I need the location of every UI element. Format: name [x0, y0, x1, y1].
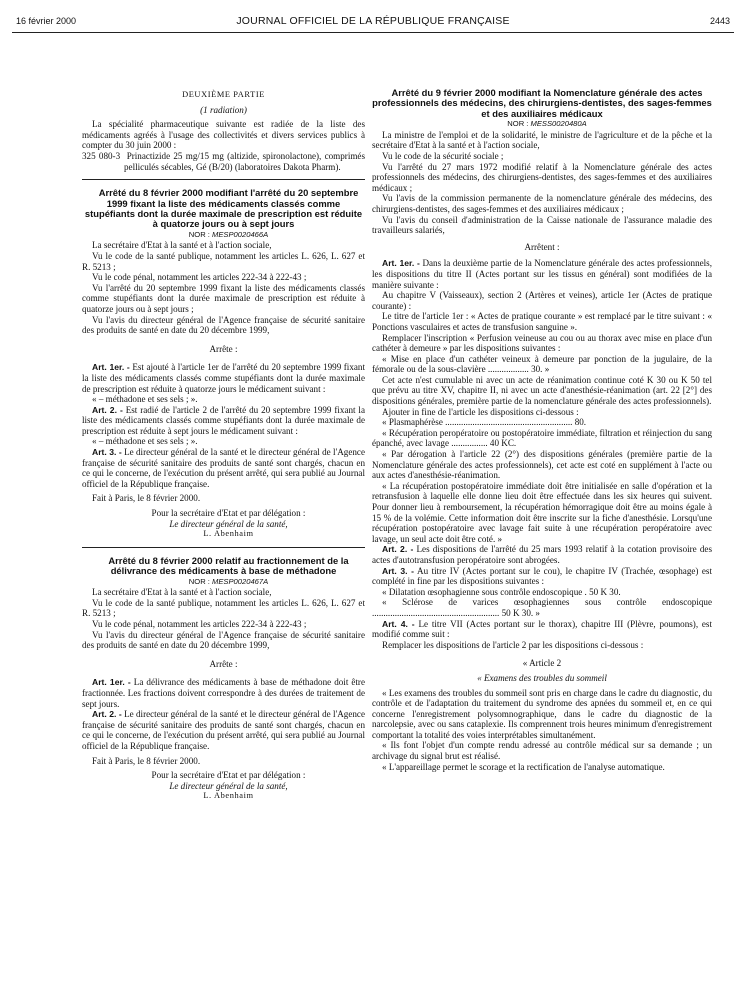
r-article2-heading: « Article 2 [522, 658, 562, 669]
r-p20: « Ils font l'objet d'un compte rendu adressé au contrôle médical sur sa demande ; un archivage du signal brut est réalisé. [372, 740, 712, 762]
entry-text: Prinactizide 25 mg/15 mg (altizide, spironolactone), comprimés pelliculés sécables, Gé (B/20) (laboratoires Dakota Pharm). [124, 150, 366, 172]
a1-sig-line2: Le directeur général de la santé, [169, 518, 288, 529]
a2-fait: Fait à Paris, le 8 février 2000. [92, 755, 201, 766]
article-text: Est radié de l'article 2 de l'arrêté du 20 septembre 1999 fixant la liste des médicaments classés comme stupéfiants dont la durée maximale de prescription est réduite à sept jours le médicament suivant : [82, 404, 365, 436]
r-p3: Vu l'arrêté du 27 mars 1972 modifié relatif à la Nomenclature générale des actes professionnels des médecins, des chirurgiens-dentistes, des sages-femmes et des auxiliaires médicaux ; [372, 161, 712, 193]
a1-art1 [82, 362, 365, 394]
divider [82, 547, 365, 548]
divider [82, 179, 365, 180]
r-p4: Vu l'avis de la commission permanente de la nomenclature générale des médecins, des chirurgiens-dentistes, des sages-femmes et des auxiliaires médicaux ; [372, 193, 712, 214]
arrete-2-title: Arrêté du 8 février 2000 relatif au fractionnement de la délivrance des médicaments à base de méthadone [108, 554, 349, 577]
nor-code: MESP0020466A [212, 229, 269, 239]
article-label: Art. 4. - [382, 618, 415, 629]
r-art1 [372, 258, 712, 290]
a2-sig-line2: Le directeur général de la santé, [169, 780, 288, 791]
a2-sig-line1: Pour la secrétaire d'Etat et par délégation : [151, 770, 306, 781]
header-page-number: 2443 [709, 16, 730, 26]
r-arretent: Arrêtent : [524, 241, 560, 252]
a1-p5: Vu l'avis du directeur général de l'Agence française de sécurité sanitaire des produits de santé en date du 20 décembre 1999, [82, 314, 365, 336]
r-p18: Remplacer les dispositions de l'article 2 par les dispositions ci-dessous : [382, 639, 644, 650]
a2-sig-name: L. Abenhaim [203, 791, 254, 801]
r-p9: « Mise en place d'un cathéter veineux à demeure par ponction de la jugulaire, de la fémorale ou de la sous-clavière .................. 30. » [372, 353, 712, 375]
part-title: DEUXIÈME PARTIE [182, 90, 265, 99]
right-column [372, 88, 712, 772]
arrete-3-nor [372, 119, 712, 130]
left-column [82, 90, 365, 802]
a1-arrete: Arrête : [209, 343, 238, 354]
article-text: Le directeur général de la santé et le directeur général de l'Agence française de sécurité sanitaire des produits de santé sont chargés, chacun en ce qui le concerne, de l'exécution du présent arrêté, qui sera publié au Journal officiel de la République française. [82, 709, 365, 751]
article-text: Le directeur général de la santé et le directeur général de l'Agence française de sécurité sanitaire des produits de santé sont chargés, chacun en ce qui le concerne, de l'exécution du présent arrêté, qui sera publié au Journal officiel de la République française. [82, 447, 365, 489]
arrete-1-title: Arrêté du 8 février 2000 modifiant l'arrêté du 20 septembre 1999 fixant la liste des médicaments classés comme stupéfiants dont la durée maximale de prescription est réduite à quatorze jours ou à sept jours [84, 187, 363, 230]
r-p6: Au chapitre V (Vaisseaux), section 2 (Artères et veines), article 1er (Actes de pratique courante) : [372, 290, 712, 311]
r-p7: Le titre de l'article 1er : « Actes de pratique courante » est remplacé par le titre suivant : « Ponctions vasculaires et actes de transfusion sanguine ». [372, 311, 712, 332]
entry-code: 325 080-3 [82, 150, 121, 161]
a1-sig-name: L. Abenhaim [203, 529, 254, 539]
nor-code: MESP0020467A [212, 576, 269, 586]
a2-p2: Vu le code de la santé publique, notamment les articles L. 626, L. 627 et R. 5213 ; [82, 597, 365, 619]
header-journal-title: JOURNAL OFFICIEL DE LA RÉPUBLIQUE FRANÇAISE [236, 15, 510, 27]
article-text: Dans la deuxième partie de la Nomenclature générale des actes professionnels, les dispositions du titre II (Actes portant sur les tissus en général) sont modifiées de la manière suivante : [372, 258, 712, 290]
a1-fait: Fait à Paris, le 8 février 2000. [92, 493, 201, 504]
nor-label: NOR : [188, 229, 210, 239]
r-p21: « L'appareillage permet le scorage et la rectification de l'analyse automatique. [382, 761, 665, 772]
a1-art2 [82, 405, 365, 437]
a1-p3: Vu le code pénal, notamment les articles 222-34 à 222-43 ; [92, 272, 307, 283]
r-p5: Vu l'avis du conseil d'administration de la Caisse nationale de l'assurance maladie des travailleurs salariés, [372, 214, 712, 236]
nor-code: MESS0020480A [530, 119, 587, 129]
a2-p3: Vu le code pénal, notamment les articles 222-34 à 222-43 ; [92, 619, 307, 629]
nor-label: NOR : [188, 576, 210, 586]
r-p12: « Plasmaphérèse ........................................................ 80. [382, 417, 587, 428]
r-p17: « Sclérose de varices œsophagiennes sous contrôle endoscopique ........................................................ 50 K 30. » [372, 597, 712, 618]
a1-p4: Vu l'arrêté du 20 septembre 1999 fixant la liste des médicaments classés comme stupéfiants dont la durée maximale de prescription est réduite à quatorze jours ou à sept jours ; [82, 282, 365, 314]
article-label: Art. 3. - [382, 565, 415, 576]
r-art4 [372, 619, 712, 640]
a2-arrete: Arrête : [209, 658, 238, 669]
a2-p4: Vu l'avis du directeur général de l'Agence française de sécurité sanitaire des produits de santé en date du 20 décembre 1999, [82, 629, 365, 651]
r-p2: Vu le code de la sécurité sociale ; [382, 151, 504, 161]
r-p1: La ministre de l'emploi et de la solidarité, le ministre de l'agriculture et de la pêche et la secrétaire d'Etat à la santé et à l'action sociale, [372, 129, 712, 151]
arrete-1-nor [82, 230, 365, 241]
article-label: Art. 2. - [92, 404, 123, 415]
r-p13: « Récupération peropératoire ou postopératoire immédiate, filtration et réinjection du sang épanché, avec lavage ................ 40 KC. [372, 427, 712, 449]
article-label: Art. 3. - [92, 447, 122, 458]
a2-art1 [82, 677, 365, 709]
radiation-entry [82, 151, 365, 172]
r-p11: Ajouter in fine de l'article les dispositions ci-dessous : [382, 406, 579, 417]
r-examens-heading: « Examens des troubles du sommeil [477, 672, 607, 683]
header-date: 16 février 2000 [16, 16, 77, 26]
article-text: Les dispositions de l'arrêté du 25 mars 1993 relatif à la cotation provisoire des actes d'autotransfusion peropératoire sont abrogées. [372, 544, 712, 565]
a2-art2 [82, 709, 365, 751]
r-art2 [372, 544, 712, 565]
r-p19: « Les examens des troubles du sommeil sont pris en charge dans le cadre du diagnostic, du contrôle et de l'adaptation du traitement du syndrome des apnées du sommeil et, en ce qui concerne l'enregistrement polysomnographique, dans le cadre du diagnostic de la narcolepsie, avec ou sans cataplexie. Ils comprennent trois heures minimum d'enregistrement comportant la totalité des voies interprétables simultanément. [372, 687, 712, 740]
article-text: Est ajouté à l'article 1er de l'arrêté du 20 septembre 1999 fixant la liste des médicaments classés comme stupéfiants dont la durée maximale de prescription est réduite à quatorze jours le médicament suivant : [82, 362, 365, 394]
part-subtitle: (1 radiation) [200, 104, 247, 115]
r-p14: « Par dérogation à l'article 22 (2°) des dispositions générales (première partie de la Nomenclature générale des actes professionnels), cet acte est coté en supplément à l'acte ou aux actes d'anesthésie-réanimation. [372, 449, 712, 481]
article-label: Art. 1er. - [92, 362, 130, 373]
r-p8: Remplacer l'inscription « Perfusion veineuse au cou ou au thorax avec mise en place d'un cathéter à demeure » par les dispositions suivantes : [372, 332, 712, 354]
r-art3 [372, 566, 712, 587]
a1-art3 [82, 447, 365, 489]
r-p10: Cet acte n'est cumulable ni avec un acte de réanimation continue coté K 30 ou K 50 tel que prévu au titre XV, chapitre II, ni avec un acte d'anesthésie-réanimation (art. 22 [2°] des dispositions générales, première partie de la nomenclature générale des actes professionnels). [372, 374, 712, 407]
a1-p2: Vu le code de la santé publique, notamment les articles L. 626, L. 627 et R. 5213 ; [82, 250, 365, 272]
r-p15: « La récupération postopératoire immédiate doit être initialisée en salle d'opération et la retransfusion à laquelle elle donne lieu doit être effectuée dans les six heures qui suivent. Pour donner lieu à remboursement, la récupération hémorragique doit être au moins égale à 15 % de la volémie. Cette information doit être inscrite sur la fiche d'anesthésie. Lorsqu'une récupération postopératoire avec lavage fait suite à une récupération peropératoire avec lavage, un seul acte doit être coté. » [372, 480, 712, 544]
a1-sig-line1: Pour la secrétaire d'Etat et par délégation : [151, 508, 306, 519]
a1-p1: La secrétaire d'Etat à la santé et à l'action sociale, [92, 240, 272, 251]
arrete-3-title: Arrêté du 9 février 2000 modifiant la Nomenclature générale des actes professionnels des médecins, des chirurgiens-dentistes, des sages-femmes et des auxiliaires médicaux [372, 87, 712, 119]
article-label: Art. 2. - [92, 709, 122, 720]
arrete-2-nor [82, 577, 365, 588]
article-label: Art. 1er. - [92, 677, 131, 688]
a2-p1: La secrétaire d'Etat à la santé et à l'action sociale, [92, 587, 272, 598]
a1-art1-item: « – méthadone et ses sels ; ». [92, 394, 198, 405]
a1-art2-item: « – méthadone et ses sels ; ». [92, 436, 198, 447]
article-text: Au titre IV (Actes portant sur le cou), le chapitre IV (Trachée, œsophage) est complété in fine par les dispositions suivantes : [372, 565, 713, 587]
article-text: La délivrance des médicaments à base de méthadone doit être fractionnée. Les fractions doivent correspondre à des durées de traitement de sept jours. [82, 677, 366, 709]
page-header [12, 14, 734, 33]
nor-label: NOR : [507, 119, 529, 129]
article-text: Le titre VII (Actes portant sur le thorax), chapitre III (Plèvre, poumons), est modifié comme suit : [372, 618, 712, 640]
article-label: Art. 1er. - [382, 258, 420, 269]
article-label: Art. 2. - [382, 544, 414, 555]
radiation-intro: La spécialité pharmaceutique suivante est radiée de la liste des médicaments agréés à l'usage des collectivités et divers services publics à compter du 30 juin 2000 : [82, 119, 365, 151]
r-p16: « Dilatation œsophagienne sous contrôle endoscopique . 50 K 30. [382, 586, 621, 597]
